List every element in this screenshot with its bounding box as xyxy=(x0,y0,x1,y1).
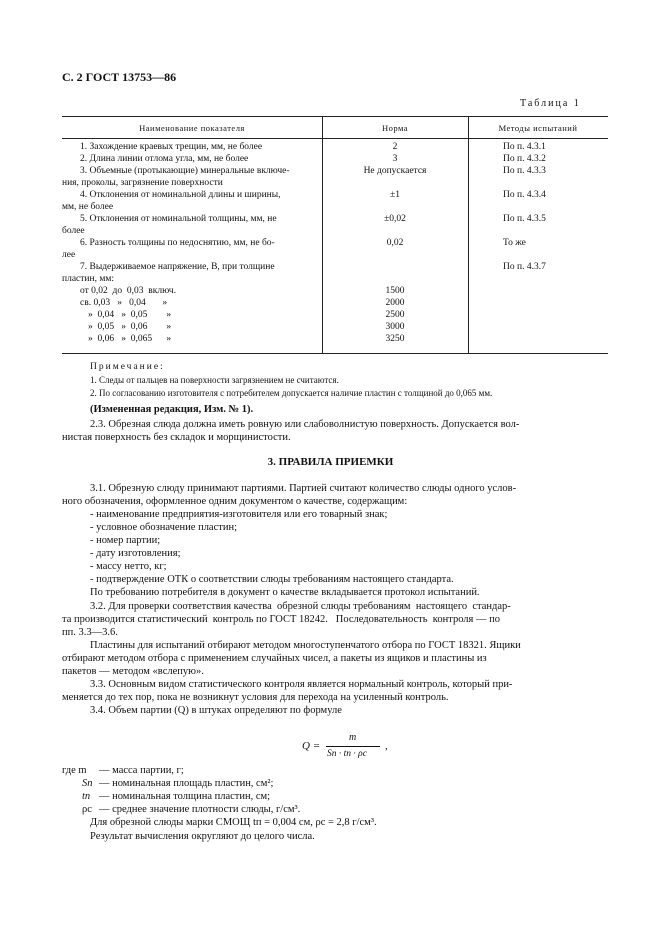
para-3-1-line: По требованию потребителя в документ о качестве вкладывается протокол испытаний. xyxy=(90,587,480,598)
table-cell-norm: 3250 xyxy=(385,334,405,344)
para-3-2-line: пп. 3.3—3.6. xyxy=(62,627,118,638)
table-subrow: св. 0,03 » 0,04 » xyxy=(80,298,168,308)
where-def: — масса партии, г; xyxy=(99,765,184,776)
list-item: - дату изготовления; xyxy=(90,548,181,559)
col-header-norm: Норма xyxy=(381,123,409,133)
note-item: 1. Следы от пальцев на поверхности загрязнением не считаются. xyxy=(90,375,339,385)
table-cell-norm: 1500 xyxy=(385,286,405,296)
para-3-2-line: та производится статистический контроль по ГОСТ 18242. Последовательность контроля — по xyxy=(62,614,501,625)
table-cell-norm: 2000 xyxy=(385,298,405,308)
where-symbol: ρс xyxy=(82,804,92,815)
page-header: С. 2 ГОСТ 13753—86 xyxy=(62,70,177,84)
table-cell-norm: 2500 xyxy=(385,310,405,320)
list-item: - подтверждение ОТК о соответствии слюды требованиям настоящего стандарта. xyxy=(90,574,454,585)
col-header-name: Наименование показателя xyxy=(139,123,245,133)
table-row: 3. Объемные (протыкающие) минеральные включе- xyxy=(80,166,290,176)
para-3-1-line: 3.1. Обрезную слюду принимают партиями. Партией считают количество слюды одного услов- xyxy=(90,483,517,494)
notes-title: Примечание: xyxy=(90,362,165,372)
table-cell-norm: 0,02 xyxy=(386,238,404,248)
para-end-line: Результат вычисления округляют до целого числа. xyxy=(90,831,315,842)
table-row-cont: лее xyxy=(62,250,76,260)
where-def: — среднее значение плотности слюды, г/см³. xyxy=(99,804,301,815)
para-3-3-line: 3.3. Основным видом статистического контроля является нормальный контроль, который при- xyxy=(90,679,513,690)
section-title: 3. ПРАВИЛА ПРИЕМКИ xyxy=(267,456,394,468)
table-cell-norm: 3 xyxy=(392,154,398,164)
list-item: - массу нетто, кг; xyxy=(90,561,167,572)
where-symbol: где m xyxy=(62,765,87,776)
para-3-2b-line: пакетов — методом «вслепую». xyxy=(62,666,204,677)
amendment-note: (Измененная редакция, Изм. № 1). xyxy=(90,404,254,415)
table-row: 6. Разность толщины по недоснятию, мм, не бо- xyxy=(80,238,275,248)
table-row: 5. Отклонения от номинальной толщины, мм, не xyxy=(80,214,277,224)
list-item: - условное обозначение пластин; xyxy=(90,522,237,533)
table-cell-method: По п. 4.3.4 xyxy=(503,190,546,200)
list-item: - наименование предприятия-изготовителя или его товарный знак; xyxy=(90,509,388,520)
table-row-cont: ния, проколы, загрязнение поверхности xyxy=(62,178,223,188)
table-row: 1. Захождение краевых трещин, мм, не более xyxy=(80,142,263,152)
table-row-cont: более xyxy=(62,226,85,236)
table-row: 2. Длина линии отлома угла, мм, не более xyxy=(80,154,249,164)
para-3-4: 3.4. Объем партии (Q) в штуках определяют по формуле xyxy=(90,705,342,716)
list-item: - номер партии; xyxy=(90,535,161,546)
para-3-1-line: ного обозначения, оформленное одним документом о качестве, содержащим: xyxy=(62,496,408,507)
formula-fraction-bar xyxy=(326,746,380,747)
table-subrow: » 0,04 » 0,05 » xyxy=(88,310,172,320)
table-cell-norm: 3000 xyxy=(385,322,405,332)
formula-tail: , xyxy=(385,740,388,752)
formula-denominator: Sп · tп · ρс xyxy=(327,749,367,759)
para-2-3-line1: 2.3. Обрезная слюда должна иметь ровную или слабоволнистую поверхность. Допускается вол- xyxy=(90,419,520,430)
table-cell-method: По п. 4.3.1 xyxy=(503,142,546,152)
table-header-rule xyxy=(62,138,608,139)
para-3-2b-line: отбирают методом отбора с применением случайных чисел, а пакеты из ящиков и пластины из xyxy=(62,653,487,664)
formula-lhs: Q = xyxy=(302,740,321,752)
table-cell-method: По п. 4.3.5 xyxy=(503,214,546,224)
note-item: 2. По согласованию изготовителя с потребителем допускается наличие пластин с толщиной до 0,065 мм. xyxy=(90,388,493,398)
where-symbol: Sп xyxy=(82,778,93,789)
table-subrow: » 0,06 » 0,065 » xyxy=(88,334,172,344)
table-row-cont: мм, не более xyxy=(62,202,114,212)
table-cell-norm: Не допускается xyxy=(363,166,427,176)
where-symbol: tп xyxy=(82,791,91,802)
para-3-3-line: меняется до тех пор, пока не возникнут условия для перехода на усиленный контроль. xyxy=(62,692,449,703)
table-cell-norm: 2 xyxy=(392,142,398,152)
table-top-rule xyxy=(62,116,608,117)
table-cell-norm: ±1 xyxy=(390,190,400,200)
table-row: 4. Отклонения от номинальной длины и ширины, xyxy=(80,190,281,200)
where-def: — номинальная толщина пластин, см; xyxy=(99,791,271,802)
table-cell-method: То же xyxy=(503,238,526,248)
table-cell-method: По п. 4.3.7 xyxy=(503,262,546,272)
table-cell-norm: ±0,02 xyxy=(384,214,406,224)
table-bottom-rule xyxy=(62,353,608,354)
table-caption: Таблица 1 xyxy=(520,98,581,109)
table-row-cont: пластин, мм: xyxy=(62,274,114,284)
para-2-3-line2: нистая поверхность без складок и морщинистости. xyxy=(62,432,291,443)
table-row: 7. Выдерживаемое напряжение, В, при толщине xyxy=(80,262,275,272)
para-3-2-line: 3.2. Для проверки соответствия качества обрезной слюды требованиям настоящего стандар- xyxy=(90,601,511,612)
where-def: — номинальная площадь пластин, см²; xyxy=(99,778,274,789)
col-header-method: Методы испытаний xyxy=(498,123,578,133)
table-subrow: от 0,02 до 0,03 включ. xyxy=(80,286,176,296)
table-subrow: » 0,05 » 0,06 » xyxy=(88,322,172,332)
para-end-line: Для обрезной слюды марки СМОЩ tп = 0,004 см, ρс = 2,8 г/см³. xyxy=(90,817,377,828)
para-3-2b-line: Пластины для испытаний отбирают методом многоступенчатого отбора по ГОСТ 18321. Ящики xyxy=(90,640,521,651)
formula-numerator: m xyxy=(349,732,357,743)
table-col-divider-2 xyxy=(468,116,469,354)
table-cell-method: По п. 4.3.2 xyxy=(503,154,546,164)
table-cell-method: По п. 4.3.3 xyxy=(503,166,546,176)
